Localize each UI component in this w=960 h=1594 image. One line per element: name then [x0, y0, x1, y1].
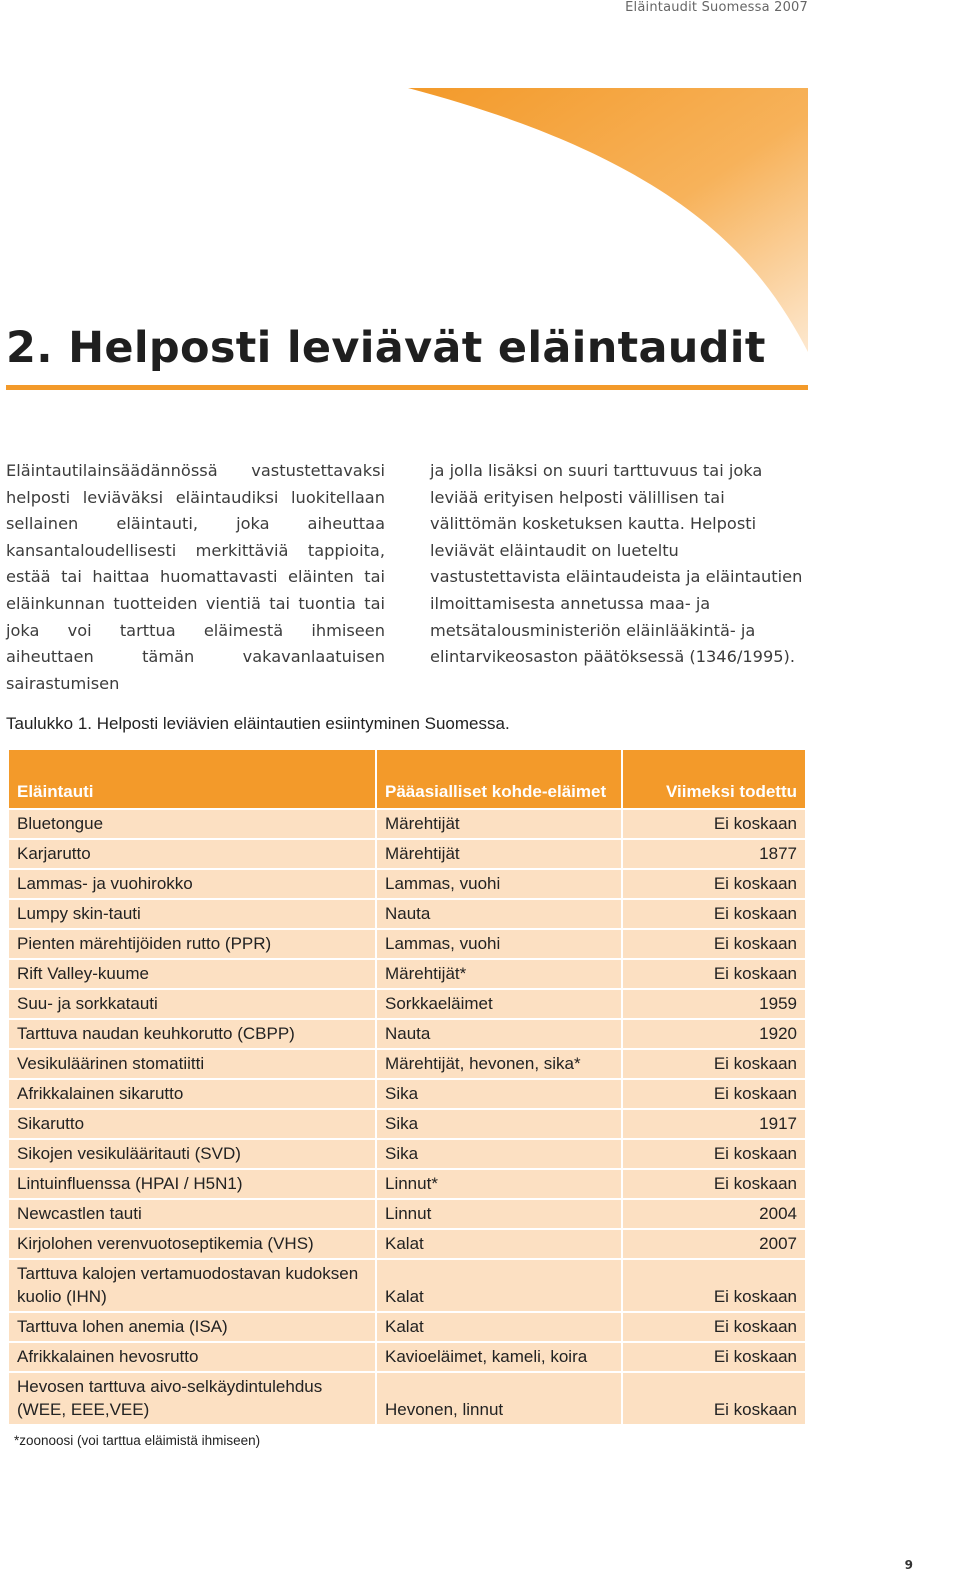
last-seen-cell: 2004: [623, 1200, 805, 1228]
table-row: [9, 1260, 805, 1311]
header-last-seen: Viimeksi todettu: [623, 750, 805, 808]
disease-cell: Sikojen vesikulääritauti (SVD): [9, 1140, 375, 1168]
table-row: [9, 1170, 805, 1198]
table-row: [9, 1200, 805, 1228]
disease-cell: Hevosen tarttuva aivo-selkäydintulehdus (WEE, EEE,VEE): [9, 1373, 375, 1424]
disease-cell: Newcastlen tauti: [9, 1200, 375, 1228]
last-seen-cell: Ei koskaan: [623, 1140, 805, 1168]
table-caption: Taulukko 1. Helposti leviävien eläintautien esiintyminen Suomessa.: [6, 714, 510, 733]
last-seen-cell: Ei koskaan: [623, 1313, 805, 1341]
disease-table: [7, 748, 807, 1426]
table-header-row: [9, 750, 805, 808]
disease-cell: Lintuinfluenssa (HPAI / H5N1): [9, 1170, 375, 1198]
table-row: [9, 990, 805, 1018]
target-animals-cell: Märehtijät*: [377, 960, 621, 988]
table-row: [9, 810, 805, 838]
target-animals-cell: Märehtijät: [377, 810, 621, 838]
target-animals-cell: Sika: [377, 1110, 621, 1138]
last-seen-cell: Ei koskaan: [623, 900, 805, 928]
target-animals-cell: Linnut: [377, 1200, 621, 1228]
table-row: [9, 1373, 805, 1424]
table-row: [9, 1050, 805, 1078]
target-animals-cell: Märehtijät: [377, 840, 621, 868]
last-seen-cell: Ei koskaan: [623, 1050, 805, 1078]
last-seen-cell: 1917: [623, 1110, 805, 1138]
disease-cell: Tarttuva lohen anemia (ISA): [9, 1313, 375, 1341]
disease-cell: Pienten märehtijöiden rutto (PPR): [9, 930, 375, 958]
table-row: [9, 870, 805, 898]
disease-cell: Karjarutto: [9, 840, 375, 868]
last-seen-cell: Ei koskaan: [623, 1373, 805, 1424]
table-body: [9, 810, 805, 1424]
last-seen-cell: Ei koskaan: [623, 960, 805, 988]
table-row: [9, 1080, 805, 1108]
table-footnote: *zoonoosi (voi tarttua eläimistä ihmiseen): [14, 1433, 261, 1448]
last-seen-cell: 1959: [623, 990, 805, 1018]
disease-cell: Bluetongue: [9, 810, 375, 838]
target-animals-cell: Kalat: [377, 1230, 621, 1258]
target-animals-cell: Sorkkaeläimet: [377, 990, 621, 1018]
title-divider: [6, 385, 808, 390]
body-text-left-column: Eläintautilainsäädännössä vastustettavaksi helposti leviäväksi eläintaudiksi luokitellaan sellainen eläintauti, joka aiheuttaa kansantaloudellisesti merkittäviä tappioita, estää tai haittaa huomattavasti eläinten tai eläinkunnan tuotteiden vientiä tai tuontia tai joka voi tarttua eläimestä ihmiseen aiheuttaen tämän vakavanlaatuisen sairastumisen: [6, 461, 385, 693]
table-row: [9, 1230, 805, 1258]
header-disease: Eläintauti: [9, 750, 375, 808]
chapter-title: 2. Helposti leviävät eläintaudit: [6, 323, 766, 373]
disease-cell: Kirjolohen verenvuotoseptikemia (VHS): [9, 1230, 375, 1258]
page-number: 9: [904, 1558, 913, 1572]
last-seen-cell: 2007: [623, 1230, 805, 1258]
disease-cell: Afrikkalainen sikarutto: [9, 1080, 375, 1108]
table-row: [9, 1140, 805, 1168]
target-animals-cell: Kavioeläimet, kameli, koira: [377, 1343, 621, 1371]
last-seen-cell: Ei koskaan: [623, 930, 805, 958]
disease-cell: Vesikuläärinen stomatiitti: [9, 1050, 375, 1078]
disease-cell: Tarttuva kalojen vertamuodostavan kudoksen kuolio (IHN): [9, 1260, 375, 1311]
last-seen-cell: Ei koskaan: [623, 1080, 805, 1108]
disease-cell: Lammas- ja vuohirokko: [9, 870, 375, 898]
target-animals-cell: Lammas, vuohi: [377, 930, 621, 958]
last-seen-cell: Ei koskaan: [623, 1170, 805, 1198]
disease-cell: Tarttuva naudan keuhkorutto (CBPP): [9, 1020, 375, 1048]
target-animals-cell: Kalat: [377, 1260, 621, 1311]
disease-cell: Suu- ja sorkkatauti: [9, 990, 375, 1018]
target-animals-cell: Linnut*: [377, 1170, 621, 1198]
target-animals-cell: Lammas, vuohi: [377, 870, 621, 898]
table-row: [9, 930, 805, 958]
last-seen-cell: Ei koskaan: [623, 1343, 805, 1371]
table-row: [9, 1020, 805, 1048]
target-animals-cell: Nauta: [377, 900, 621, 928]
target-animals-cell: Sika: [377, 1080, 621, 1108]
table-row: [9, 960, 805, 988]
last-seen-cell: Ei koskaan: [623, 870, 805, 898]
target-animals-cell: Kalat: [377, 1313, 621, 1341]
table-row: [9, 1313, 805, 1341]
last-seen-cell: Ei koskaan: [623, 1260, 805, 1311]
target-animals-cell: Sika: [377, 1140, 621, 1168]
header-target-animals: Pääasialliset kohde-eläimet: [377, 750, 621, 808]
disease-cell: Rift Valley-kuume: [9, 960, 375, 988]
last-seen-cell: 1920: [623, 1020, 805, 1048]
table-row: [9, 840, 805, 868]
disease-cell: Afrikkalainen hevosrutto: [9, 1343, 375, 1371]
target-animals-cell: Nauta: [377, 1020, 621, 1048]
disease-cell: Lumpy skin-tauti: [9, 900, 375, 928]
last-seen-cell: 1877: [623, 840, 805, 868]
table-row: [9, 1110, 805, 1138]
last-seen-cell: Ei koskaan: [623, 810, 805, 838]
running-header: Eläintaudit Suomessa 2007: [625, 0, 808, 15]
disease-cell: Sikarutto: [9, 1110, 375, 1138]
table-row: [9, 900, 805, 928]
body-text-right-column: ja jolla lisäksi on suuri tarttuvuus tai joka leviää erityisen helposti välillisen tai välittömän kosketuksen kautta. Helposti leviävät eläintaudit on lueteltu vastustettavista eläintaudeista ja eläintautien ilmoittamisesta annetussa maa- ja metsätalousministeriön eläinlääkintä- ja elintarvikeosaston päätöksessä (1346/1995).: [430, 461, 803, 667]
target-animals-cell: Hevonen, linnut: [377, 1373, 621, 1424]
target-animals-cell: Märehtijät, hevonen, sika*: [377, 1050, 621, 1078]
table-row: [9, 1343, 805, 1371]
